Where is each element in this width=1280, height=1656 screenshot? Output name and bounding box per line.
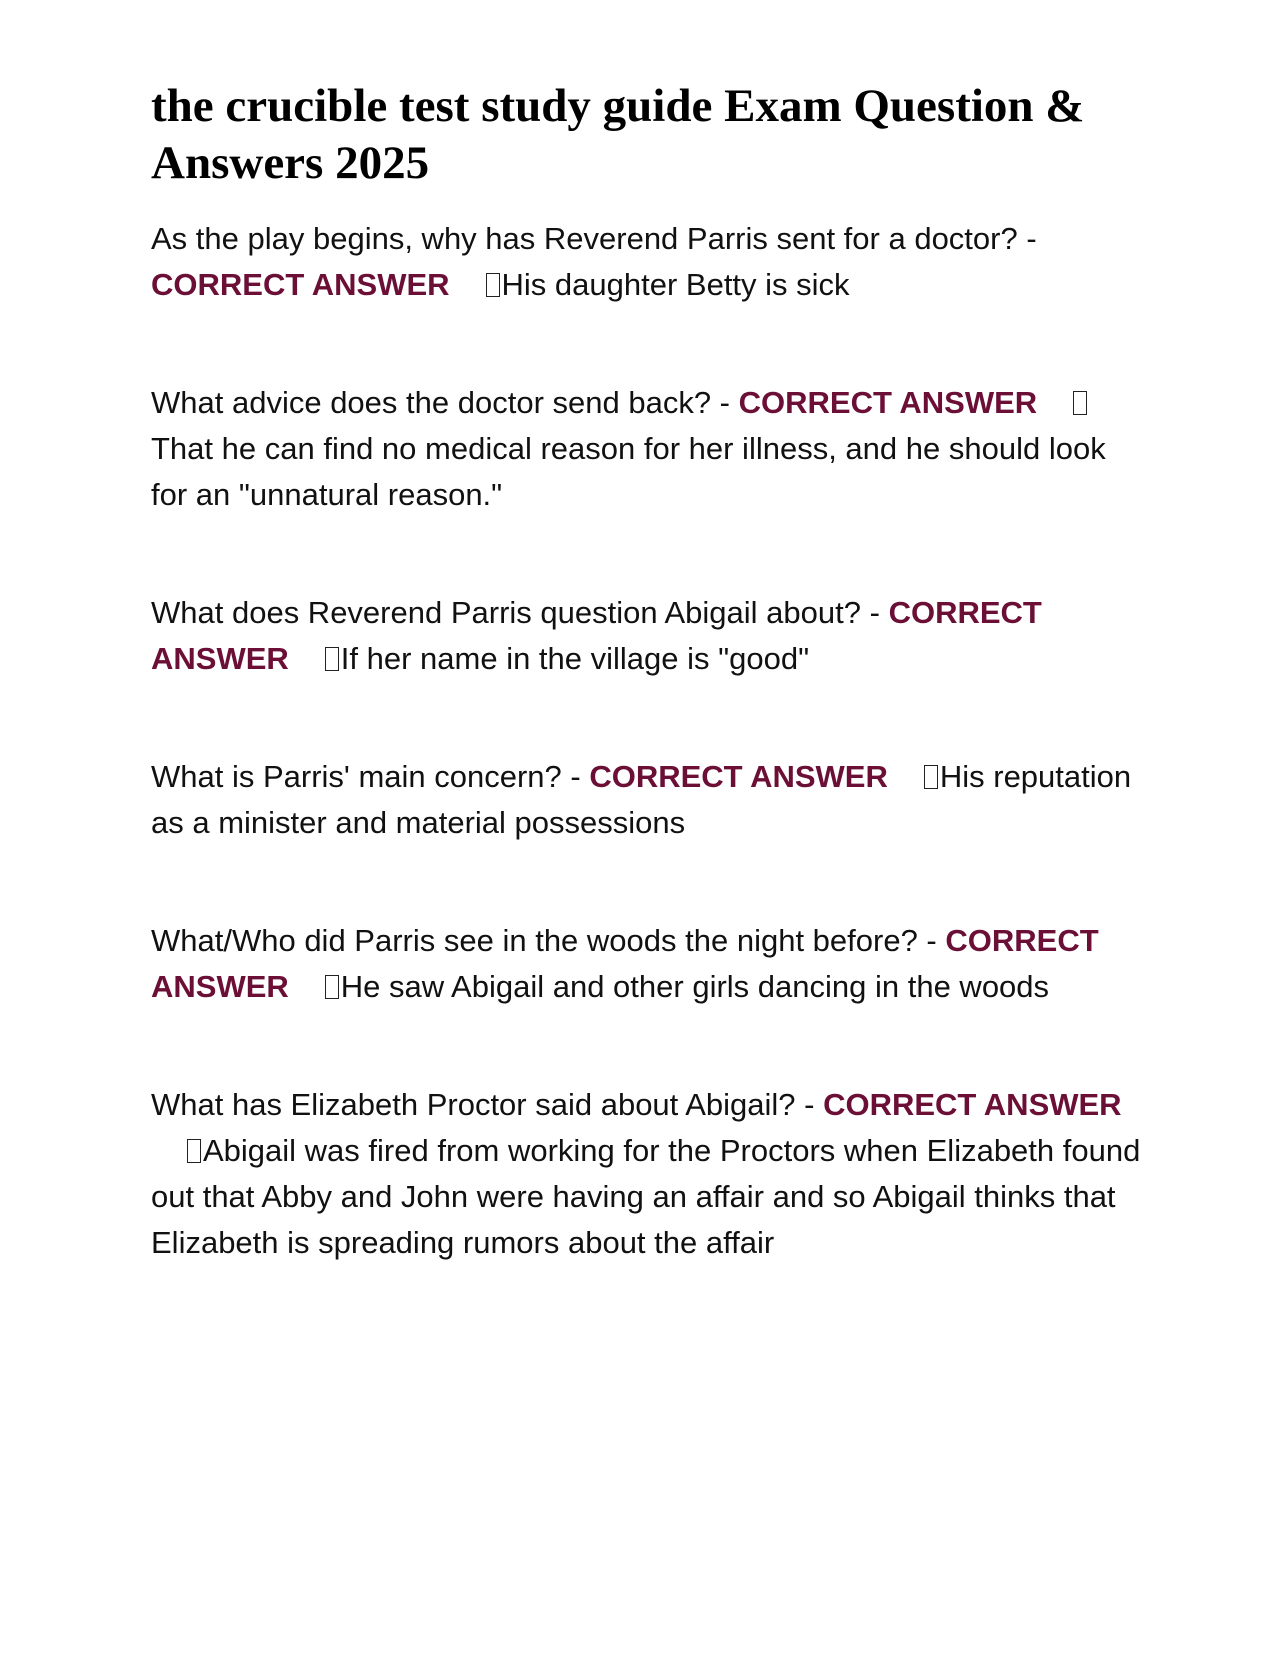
answer-text: Abigail was fired from working for the Proctors when Elizabeth found out that Abby and John were having an affair and so Abigail thinks that Elizabeth is spreading rumors about the affair (151, 1133, 1141, 1260)
document-title: the crucible test study guide Exam Question & Answers 2025 (151, 80, 1085, 189)
document-page (151, 78, 1141, 1338)
correct-answer-label: CORRECT ANSWER (738, 385, 1038, 420)
qa-item-6 (151, 1082, 1141, 1266)
missing-glyph-icon (325, 647, 339, 671)
qa-item-2 (151, 380, 1141, 518)
qa-item-1 (151, 216, 1141, 308)
correct-answer-label: CORRECT ANSWER (151, 595, 1042, 676)
separator: - (711, 385, 739, 420)
missing-glyph-icon (1073, 391, 1087, 415)
missing-glyph-icon (325, 975, 339, 999)
qa-item-3 (151, 590, 1141, 682)
question-text: What has Elizabeth Proctor said about Abigail? (151, 1087, 796, 1122)
question-text: What advice does the doctor send back? (151, 385, 712, 420)
question-text: What does Reverend Parris question Abigail about? (151, 595, 861, 630)
answer-text: If her name in the village is "good" (340, 641, 810, 676)
separator: - (917, 923, 946, 958)
correct-answer-label: CORRECT ANSWER (589, 759, 888, 794)
qa-item-4 (151, 754, 1141, 846)
answer-text: His daughter Betty is sick (501, 267, 850, 302)
answer-text: His reputation as a minister and material possessions (151, 759, 1132, 840)
correct-answer-label: CORRECT ANSWER (151, 267, 450, 302)
question-text: What is Parris' main concern? (151, 759, 562, 794)
answer-text: That he can find no medical reason for her illness, and he should look for an "unnatural reason." (151, 431, 1106, 512)
answer-text: He saw Abigail and other girls dancing in the woods (340, 969, 1050, 1004)
separator: - (861, 595, 889, 630)
missing-glyph-icon (924, 765, 938, 789)
separator: - (1017, 221, 1037, 256)
qa-item-5 (151, 918, 1141, 1010)
missing-glyph-icon (187, 1139, 201, 1163)
missing-glyph-icon (486, 273, 500, 297)
separator: - (561, 759, 590, 794)
question-text: What/Who did Parris see in the woods the night before? (151, 923, 918, 958)
correct-answer-label: CORRECT ANSWER (151, 923, 1099, 1004)
question-text: As the play begins, why has Reverend Parris sent for a doctor? (151, 221, 1018, 256)
separator: - (795, 1087, 824, 1122)
correct-answer-label: CORRECT ANSWER (823, 1087, 1122, 1122)
